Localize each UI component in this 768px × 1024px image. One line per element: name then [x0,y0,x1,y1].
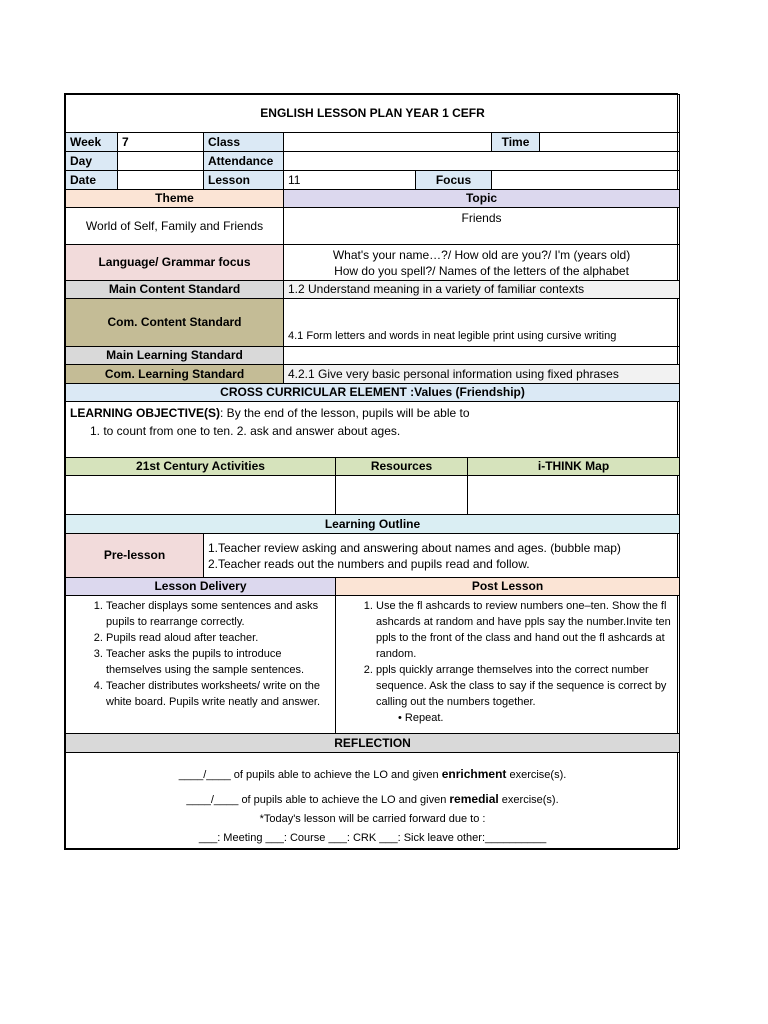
lesson-value[interactable]: 11 [284,171,416,190]
pre-lesson-label: Pre-lesson [66,534,204,578]
objective-label: LEARNING OBJECTIVE(S) [70,406,221,420]
post-lesson-label: Post Lesson [336,578,680,596]
date-value[interactable] [118,171,204,190]
reflection-line-4: ___: Meeting ___: Course ___: CRK ___: Sick leave other:__________ [198,832,547,844]
topic-value: Friends [284,208,680,245]
attendance-value[interactable] [284,152,680,171]
learning-objective [66,402,680,458]
date-label: Date [66,171,118,190]
list-item: 1. Teacher displays some sentences and asks pupils to rearrange correctly. [106,598,331,630]
grammar-line-1: What's your name…?/ How old are you?/ I'm (years old) [332,247,631,262]
reflection-line-3: *Today's lesson will be carried forward due to : [259,813,486,825]
cross-curricular: CROSS CURRICULAR ELEMENT :Values (Friendship) [66,384,680,402]
pre-lesson-line-2: 2.Teacher reads out the numbers and pupils read and follow. [208,556,530,571]
com-learning-label: Com. Learning Standard [66,365,284,384]
class-value[interactable] [284,133,492,152]
main-learning-value [284,347,680,365]
week-value[interactable]: 7 [118,133,204,152]
list-item: 3. Teacher asks the pupils to introduce themselves using the sample sentences. [106,646,331,678]
main-content-label: Main Content Standard [66,281,284,299]
com-content-value: 4.1 Form letters and words in neat legible print using cursive writing [284,299,680,347]
objective-intro: : By the end of the lesson, pupils will be able to [220,406,470,420]
list-item: 4. Teacher distributes worksheets/ write on the white board. Pupils write neatly and answer. [106,678,331,710]
list-item: 1. Use the fl ashcards to review numbers one–ten. Show the fl ashcards at random and have ppls say the number.Invite ten ppls to the front of the class and hand out the fl ashcards at random. [376,598,675,662]
focus-value[interactable] [492,171,680,190]
reflection-content [66,753,680,849]
post-lesson-bullet: • Repeat. [398,712,444,724]
focus-label: Focus [416,171,492,190]
reflection-label: REFLECTION [66,734,680,753]
theme-label: Theme [66,190,284,208]
ithink-label: i-THINK Map [468,458,680,476]
com-content-label: Com. Content Standard [66,299,284,347]
learning-outline-label: Learning Outline [66,515,680,534]
grammar-label: Language/ Grammar focus [66,245,284,281]
reflection-line-1: ____/____ of pupils able to achieve the LO and given enrichment exercise(s). [178,767,567,781]
week-label: Week [66,133,118,152]
resources-value[interactable] [336,476,468,515]
lesson-delivery-list [70,598,331,710]
post-lesson-list [340,598,675,710]
page-title: ENGLISH LESSON PLAN YEAR 1 CEFR [66,95,680,133]
time-value[interactable] [540,133,680,152]
com-learning-value: 4.2.1 Give very basic personal information using fixed phrases [284,365,680,384]
grammar-line-2: How do you spell?/ Names of the letters of the alphabet [334,263,629,278]
class-label: Class [204,133,284,152]
lesson-delivery-label: Lesson Delivery [66,578,336,596]
main-content-value: 1.2 Understand meaning in a variety of familiar contexts [284,281,680,299]
pre-lesson-content [204,534,680,578]
day-value[interactable] [118,152,204,171]
lesson-plan-sheet [64,93,678,850]
lesson-delivery-content [66,596,336,734]
main-learning-label: Main Learning Standard [66,347,284,365]
activities-value[interactable] [66,476,336,515]
day-label: Day [66,152,118,171]
post-lesson-content [336,596,680,734]
objective-items: 1. to count from one to ten. 2. ask and answer about ages. [90,424,401,438]
theme-value: World of Self, Family and Friends [66,208,284,245]
resources-label: Resources [336,458,468,476]
time-label: Time [492,133,540,152]
reflection-line-2: ____/____ of pupils able to achieve the LO and given remedial exercise(s). [186,792,559,806]
lesson-plan-table [65,94,680,849]
list-item: 2. Pupils read aloud after teacher. [106,630,331,646]
lesson-label: Lesson [204,171,284,190]
topic-label: Topic [284,190,680,208]
pre-lesson-line-1: 1.Teacher review asking and answering about names and ages. (bubble map) [208,540,621,555]
ithink-value[interactable] [468,476,680,515]
grammar-focus [284,245,680,281]
attendance-label: Attendance [204,152,284,171]
list-item: 2. ppls quickly arrange themselves into the correct number sequence. Ask the class to say if the sequence is correct by calling out the numbers together. [376,662,675,710]
activities-label: 21st Century Activities [66,458,336,476]
